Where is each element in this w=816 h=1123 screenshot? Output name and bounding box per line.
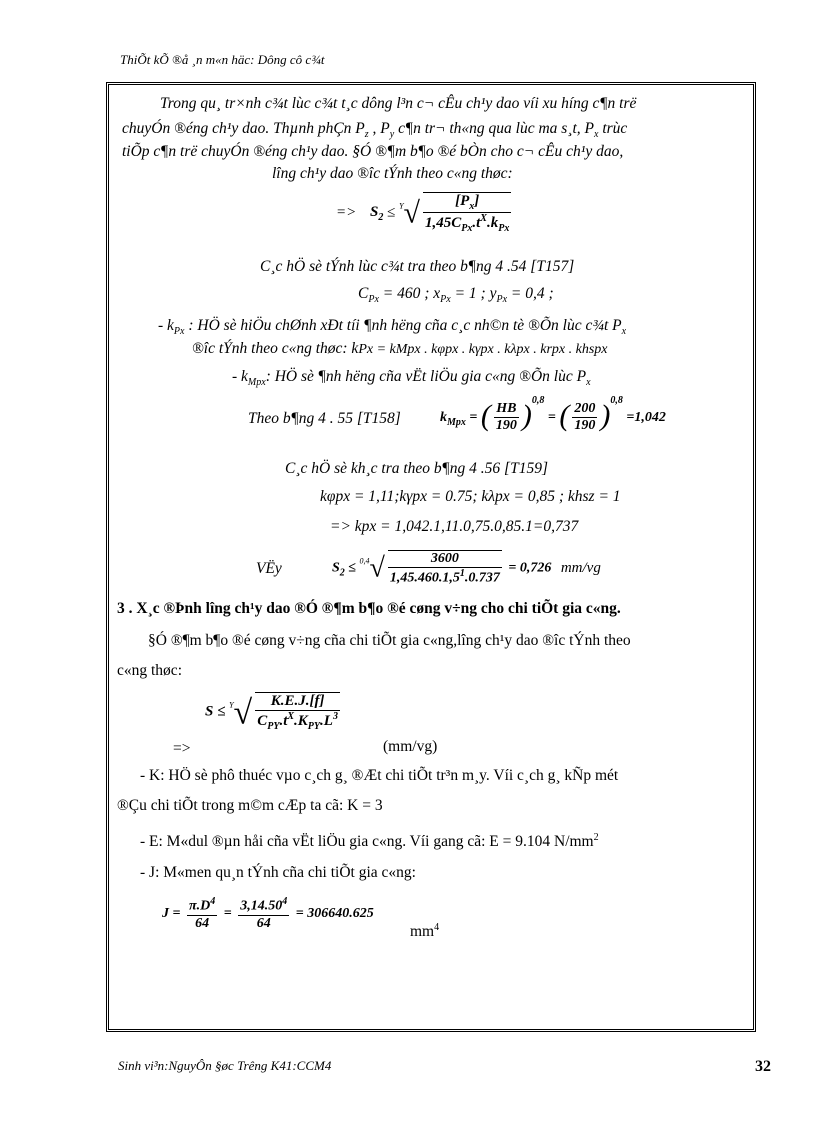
kpx-line-2: ®îc tÝnh theo c«ng thøc: kPx = kMpx . kφpx . kγpx . kλpx . krpx . khspx [192, 340, 608, 357]
j-line: - J: M«men qu¸n tÝnh cña chi tiÕt gia c«ng: [140, 864, 416, 881]
page-footer-author: Sinh vi³n:NguyÔn §øc Trêng K41:CCM4 [118, 1058, 332, 1073]
page-number: 32 [755, 1058, 771, 1075]
section-3-heading: 3 . X¸c ®Þnh lîng ch¹y dao ®Ó ®¶m b¶o ®é cøng v÷ng cho chi tiÕt gia c«ng. [117, 600, 621, 617]
k-values-line: kφpx = 1,11;kγpx = 0.75; kλpx = 0,85 ; khsz = 1 [320, 488, 621, 505]
k-line-2: ®Çu chi tiÕt trong m©m cÆp ta cã: K = 3 [117, 797, 383, 814]
paragraph-2-line-2: c«ng thøc: [117, 662, 182, 679]
e-line: - E: M«dul ®µn håi cña vËt liÖu gia c«ng. Víi gang cã: E = 9.104 $N/mm^2$ [140, 832, 599, 851]
formula-2-unit: (mm/vg) [383, 738, 438, 755]
coef-values-line: $C_{Px} = 460$ ; $x_{Px} = 1$ ; $y_{Px} = 0,4$ ; [358, 285, 554, 306]
j-unit: $mm^4$ [410, 922, 440, 941]
k-line-1: - K: HÖ sè phô thuéc vµo c¸ch g¸ ®Æt chi tiÕt tr³n m¸y. Víi c¸ch g¸ kÑp mét [140, 767, 619, 784]
coef2-line: C¸c hÖ sè kh¸c tra theo b¶ng 4 .56 [T159] [285, 460, 548, 477]
formula-2-prefix: => [173, 740, 191, 757]
paragraph-1-line-4: lîng ch¹y dao ®îc tÝnh theo c«ng thøc: [272, 165, 513, 182]
paragraph-1-line-1: Trong qu¸ tr×nh c¾t lùc c¾t t¸c dông l³n c¬ cÊu ch¹y dao víi xu híng c¶n trë [160, 95, 637, 112]
page-header: ThiÕt kÕ ®å ¸n m«n häc: Dông cô c¾t [120, 52, 325, 67]
coef-table-line: C¸c hÖ sè tÝnh lùc c¾t tra theo b¶ng 4 .54 [T157] [260, 258, 575, 275]
paragraph-1-line-3: tiÕp c¶n trë chuyÓn ®éng ch¹y dao. §Ó ®¶m b¶o ®é bÒn cho c¬ cÊu ch¹y dao, [122, 143, 624, 160]
theo-table-line: Theo b¶ng 4 . 55 [T158] [248, 410, 401, 427]
paragraph-2-line-1: §Ó ®¶m b¶o ®é cøng v÷ng cña chi tiÕt gia c«ng,lîng ch¹y dao ®îc tÝnh theo [148, 632, 631, 649]
formula-s2-force: => $S_2 \le ^Y√$ $\frac{[P_x]}{1,45C_{Px}.t^X.k_{Px}}$ [336, 193, 510, 234]
formula-s-stiffness: S ≤ $^Y$√ $\frac{K.E.J.[f]}{C_{PY}.t^X.K_{PY}.L^3}$ [205, 693, 338, 732]
kpx-line-1: - $k_{Px}$ : HÖ sè hiÖu chØnh xÐt tíi ¶nh hëng cña c¸c nh©n tè ®Õn lùc c¾t $P_x$ [158, 317, 627, 338]
paragraph-1-line-2: chuyÓn ®éng ch¹y dao. Thµnh phÇn $P_z$ , $P_y$ c¶n tr¬ th«ng qua lùc ma s¸t, $P_x$ trùc [122, 120, 628, 141]
kmpx-line: - $k_{Mpx}$: HÖ sè ¶nh hëng cña vËt liÖu gia c«ng ®Õn lùc $P_x$ [232, 368, 591, 389]
s2-result-formula: $S_2 \le ^{0,4}√$ $\frac{3600}{1,45.460.1,5^1.0.737}$ = 0,726 mm/vg [332, 551, 601, 586]
kpx-result-line: => kpx = 1,042.1,11.0,75.0,85.1=0,737 [330, 518, 579, 535]
j-formula: J = $\frac{\pi.D^4}{64}$ = $\frac{3,14.50^4}{64}$ = 306640.625 [162, 896, 374, 931]
kmpx-formula: $k_{Mpx}$ = ( $\frac{HB}{190}$ )$^{0,8}$ = ( $\frac{200}{190}$ )$^{0,8}$ =1,042 [440, 395, 666, 434]
vay-label: VËy [256, 560, 282, 577]
